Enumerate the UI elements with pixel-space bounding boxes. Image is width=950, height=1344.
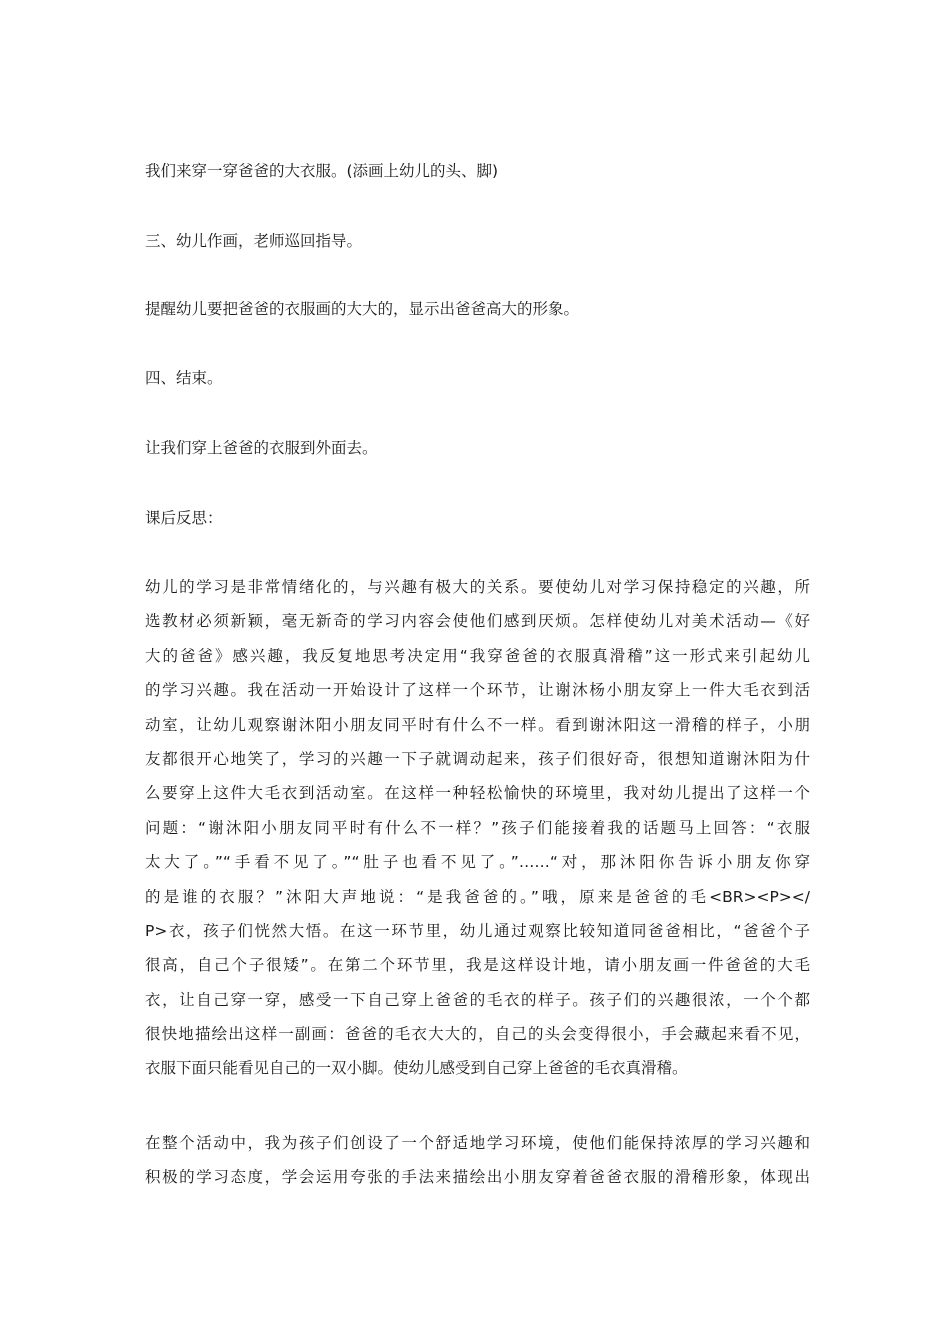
paragraph-line: 友都很开心地笑了，学习的兴趣一下子就调动起来，孩子们很好奇，很想知道谢沐阳为什 xyxy=(145,749,810,768)
section-heading-four: 四、结束。 xyxy=(145,369,223,387)
paragraph-line: 在整个活动中，我为孩子们创设了一个舒适地学习环境，使他们能保持浓厚的学习兴趣和 xyxy=(145,1134,810,1152)
text-line: 让我们穿上爸爸的衣服到外面去。 xyxy=(145,439,378,457)
section-heading-three: 三、幼儿作画，老师巡回指导。 xyxy=(145,232,363,250)
paragraph-line: P>衣，孩子们恍然大悟。在这一环节里，幼儿通过观察比较知道同爸爸相比，“爸爸个子 xyxy=(145,921,810,940)
paragraph-line: 衣，让自己穿一穿，感受一下自己穿上爸爸的毛衣的样子。孩子们的兴趣很浓，一个个都 xyxy=(145,990,810,1009)
reflection-paragraph-2 xyxy=(145,1133,810,1202)
paragraph-line: 很高，自己个子很矮”。在第二个环节里，我是这样设计地，请小朋友画一件爸爸的大毛 xyxy=(145,956,810,975)
paragraph-line: 的学习兴趣。我在活动一开始设计了这样一个环节，让谢沐杨小朋友穿上一件大毛衣到活 xyxy=(145,681,810,700)
text-line: 我们来穿一穿爸爸的大衣服。(添画上幼儿的头、脚) xyxy=(145,162,499,180)
paragraph-line: 太大了。”“手看不见了。”“肚子也看不见了。”……“对，那沐阳你告诉小朋友你穿 xyxy=(145,853,810,872)
paragraph-line: 么要穿上这件大毛衣到活动室。在这样一种轻松愉快的环境里，我对幼儿提出了这样一个 xyxy=(145,784,810,803)
paragraph-line: 选教材必须新颖，毫无新奇的学习内容会使他们感到厌烦。怎样使幼儿对美术活动—《好 xyxy=(145,612,810,631)
paragraph-line: 的是谁的衣服？”沐阳大声地说：“是我爸爸的。”哦，原来是爸爸的毛<BR><P></ xyxy=(145,887,810,906)
paragraph-line: 幼儿的学习是非常情绪化的，与兴趣有极大的关系。要使幼儿对学习保持稳定的兴趣，所 xyxy=(145,578,810,596)
paragraph-line: 积极的学习态度，学会运用夸张的手法来描绘出小朋友穿着爸爸衣服的滑稽形象，体现出 xyxy=(145,1168,810,1187)
paragraph-line: 大的爸爸》感兴趣，我反复地思考决定用“我穿爸爸的衣服真滑稽”这一形式来引起幼儿 xyxy=(145,646,810,665)
paragraph-line: 动室，让幼儿观察谢沐阳小朋友同平时有什么不一样。看到谢沐阳这一滑稽的样子，小朋 xyxy=(145,715,810,734)
paragraph-line: 问题：“谢沐阳小朋友同平时有什么不一样？”孩子们能接着我的话题马上回答：“衣服 xyxy=(145,818,810,837)
reflection-paragraph-1 xyxy=(145,577,810,1093)
paragraph-line: 衣服下面只能看见自己的一双小脚。使幼儿感受到自己穿上爸爸的毛衣真滑稽。 xyxy=(145,1059,688,1078)
paragraph-line: 很快地描绘出这样一副画：爸爸的毛衣大大的，自己的头会变得很小，手会藏起来看不见， xyxy=(145,1025,810,1044)
reflection-heading: 课后反思： xyxy=(145,509,223,527)
text-line: 提醒幼儿要把爸爸的衣服画的大大的，显示出爸爸高大的形象。 xyxy=(145,300,580,318)
